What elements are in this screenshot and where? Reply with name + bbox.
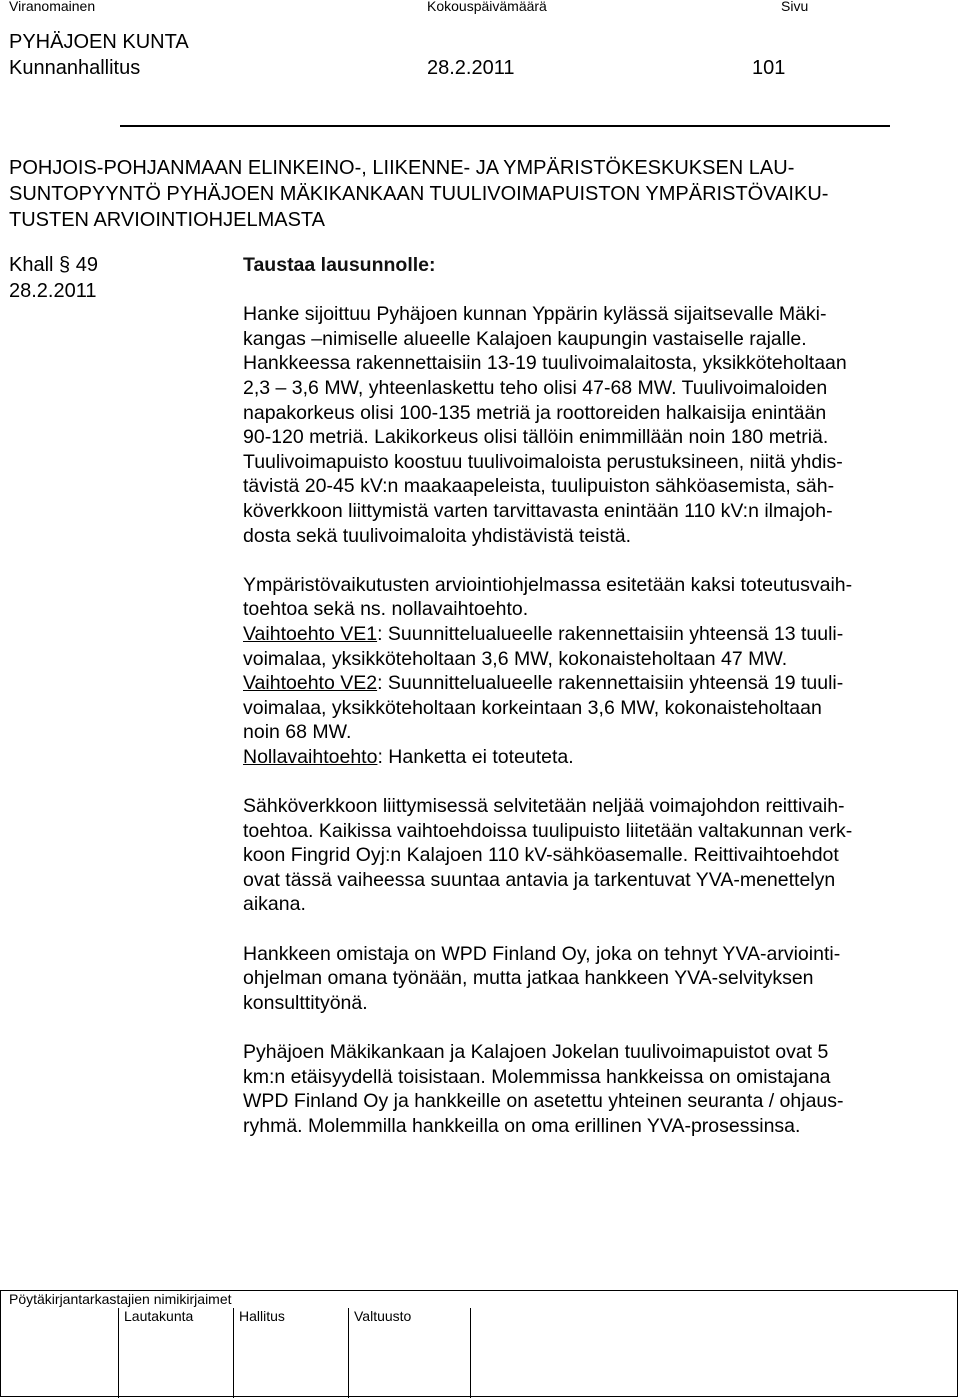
text-line: Pyhäjoen Mäkikankaan ja Kalajoen Jokelan tuulivoimapuistot ovat 5 — [243, 1041, 829, 1063]
meeting-date: 28.2.2011 — [427, 57, 515, 79]
footer-column-divider — [348, 1308, 349, 1398]
footer-col-valtuusto: Valtuusto — [354, 1308, 412, 1324]
text-line: ovat tässä vaiheessa suuntaa antavia ja tarkentuvat YVA-menettelyn — [243, 868, 836, 891]
text-line: tävistä 20-45 kV:n maakaapeleista, tuulipuiston sähköasemista, säh- — [243, 475, 835, 498]
text-line: toehtoa sekä ns. nollavaihtoehto. — [243, 598, 529, 621]
title-line: TUSTEN ARVIOINTIOHJELMASTA — [9, 209, 325, 231]
alternative-nolla — [243, 745, 933, 770]
ve2-text: : Suunnittelualueelle rakennettaisiin yhteensä 19 tuuli- — [377, 672, 844, 695]
page-number: 101 — [752, 57, 786, 79]
text-line: Sähköverkkoon liittymisessä selvitetään neljää voimajohdon reittivaih- — [243, 795, 845, 818]
header-label-viranomainen: Viranomainen — [9, 0, 96, 14]
paragraph-background — [243, 302, 933, 548]
ve1-label: Vaihtoehto VE1 — [243, 622, 378, 645]
text-line: 2,3 – 3,6 MW, yhteenlaskettu teho olisi 47-68 MW. Tuulivoimaloiden — [243, 376, 828, 399]
text-line: ohjelman omana työnään, mutta jatkaa hankkeen YVA-selvityksen — [243, 967, 814, 990]
text-line: konsulttityönä. — [243, 991, 368, 1014]
footer-title: Pöytäkirjantarkastajien nimikirjaimet — [9, 1291, 232, 1307]
header-label-sivu: Sivu — [781, 0, 809, 14]
text-line: toehtoa. Kaikissa vaihtoehdoissa tuulipuisto liitetään valtakunnan verk- — [243, 819, 853, 842]
text-line: Hanke sijoittuu Pyhäjoen kunnan Yppärin kylässä sijaitsevalle Mäki- — [243, 303, 827, 326]
section-number: Khall § 49 — [9, 254, 98, 276]
organization-name: PYHÄJOEN KUNTA — [9, 31, 189, 53]
title-line: SUNTOPYYNTÖ PYHÄJOEN MÄKIKANKAAN TUULIVOIMAPUISTON YMPÄRISTÖVAIKU- — [9, 183, 829, 205]
footer-col-hallitus: Hallitus — [239, 1308, 285, 1324]
text-line: noin 68 MW. — [243, 721, 352, 744]
text-line: kangas –nimiselle alueelle Kalajoen kaupungin vastaiselle rajalle. — [243, 327, 807, 350]
text-line: km:n etäisyydellä toisistaan. Molemmissa hankkeissa on omistajana — [243, 1065, 831, 1088]
alternative-ve2 — [243, 671, 933, 696]
body-heading: Taustaa lausunnolle: — [243, 254, 436, 276]
section-date: 28.2.2011 — [9, 280, 97, 302]
footer-column-divider — [233, 1308, 234, 1398]
document-title — [9, 155, 909, 233]
text-line: koon Fingrid Oyj:n Kalajoen 110 kV-sähköasemalle. Reittivaihtoehdot — [243, 844, 839, 867]
document-body — [243, 253, 933, 1138]
text-line: ryhmä. Molemmilla hankkeilla on oma erillinen YVA-prosessinsa. — [243, 1114, 801, 1137]
text-line: Hankkeen omistaja on WPD Finland Oy, joka on tehnyt YVA-arviointi- — [243, 942, 841, 965]
footer-col-lautakunta: Lautakunta — [124, 1308, 194, 1324]
body-name: Kunnanhallitus — [9, 57, 141, 79]
alternative-ve1 — [243, 622, 933, 647]
header-divider — [120, 125, 890, 127]
text-line: Tuulivoimapuisto koostuu tuulivoimaloista perustuksineen, niitä yhdis- — [243, 450, 843, 473]
paragraph-alternatives — [243, 573, 933, 770]
text-line: voimalaa, yksikköteholtaan korkeintaan 3,6 MW, kokonaisteholtaan — [243, 696, 822, 719]
text-line: napakorkeus olisi 100-135 metriä ja roottoreiden halkaisija enintään — [243, 401, 827, 424]
paragraph-related-projects — [243, 1040, 933, 1138]
text-line: WPD Finland Oy ja hankkeille on asetettu yhteinen seuranta / ohjaus- — [243, 1090, 844, 1113]
title-line: POHJOIS-POHJANMAAN ELINKEINO-, LIIKENNE- JA YMPÄRISTÖKESKUKSEN LAU- — [9, 157, 795, 179]
text-line: Ympäristövaikutusten arviointiohjelmassa esitetään kaksi toteutusvaih- — [243, 573, 853, 596]
footer-column-divider — [118, 1308, 119, 1398]
text-line: 90-120 metriä. Lakikorkeus olisi tällöin enimmillään noin 180 metriä. — [243, 426, 829, 449]
ve2-label: Vaihtoehto VE2 — [243, 672, 378, 695]
footer-column-divider — [470, 1308, 471, 1398]
text-line: dosta sekä tuulivoimaloita yhdistävistä teistä. — [243, 524, 632, 547]
header-label-kokouspaivamaara: Kokouspäivämäärä — [427, 0, 547, 14]
nolla-label: Nollavaihtoehto — [243, 745, 378, 768]
paragraph-grid-connection — [243, 794, 933, 917]
text-line: aikana. — [243, 893, 306, 916]
paragraph-owner — [243, 942, 933, 1016]
ve1-text: : Suunnittelualueelle rakennettaisiin yhteensä 13 tuuli- — [377, 622, 844, 645]
text-line: köverkkoon liittymistä varten tarvittavasta enintään 110 kV:n ilmajoh- — [243, 499, 833, 522]
text-line: voimalaa, yksikköteholtaan 3,6 MW, kokonaisteholtaan 47 MW. — [243, 647, 788, 670]
nolla-text: : Hanketta ei toteuteta. — [377, 745, 574, 768]
text-line: Hankkeessa rakennettaisiin 13-19 tuulivoimalaitosta, yksikköteholtaan — [243, 352, 847, 375]
